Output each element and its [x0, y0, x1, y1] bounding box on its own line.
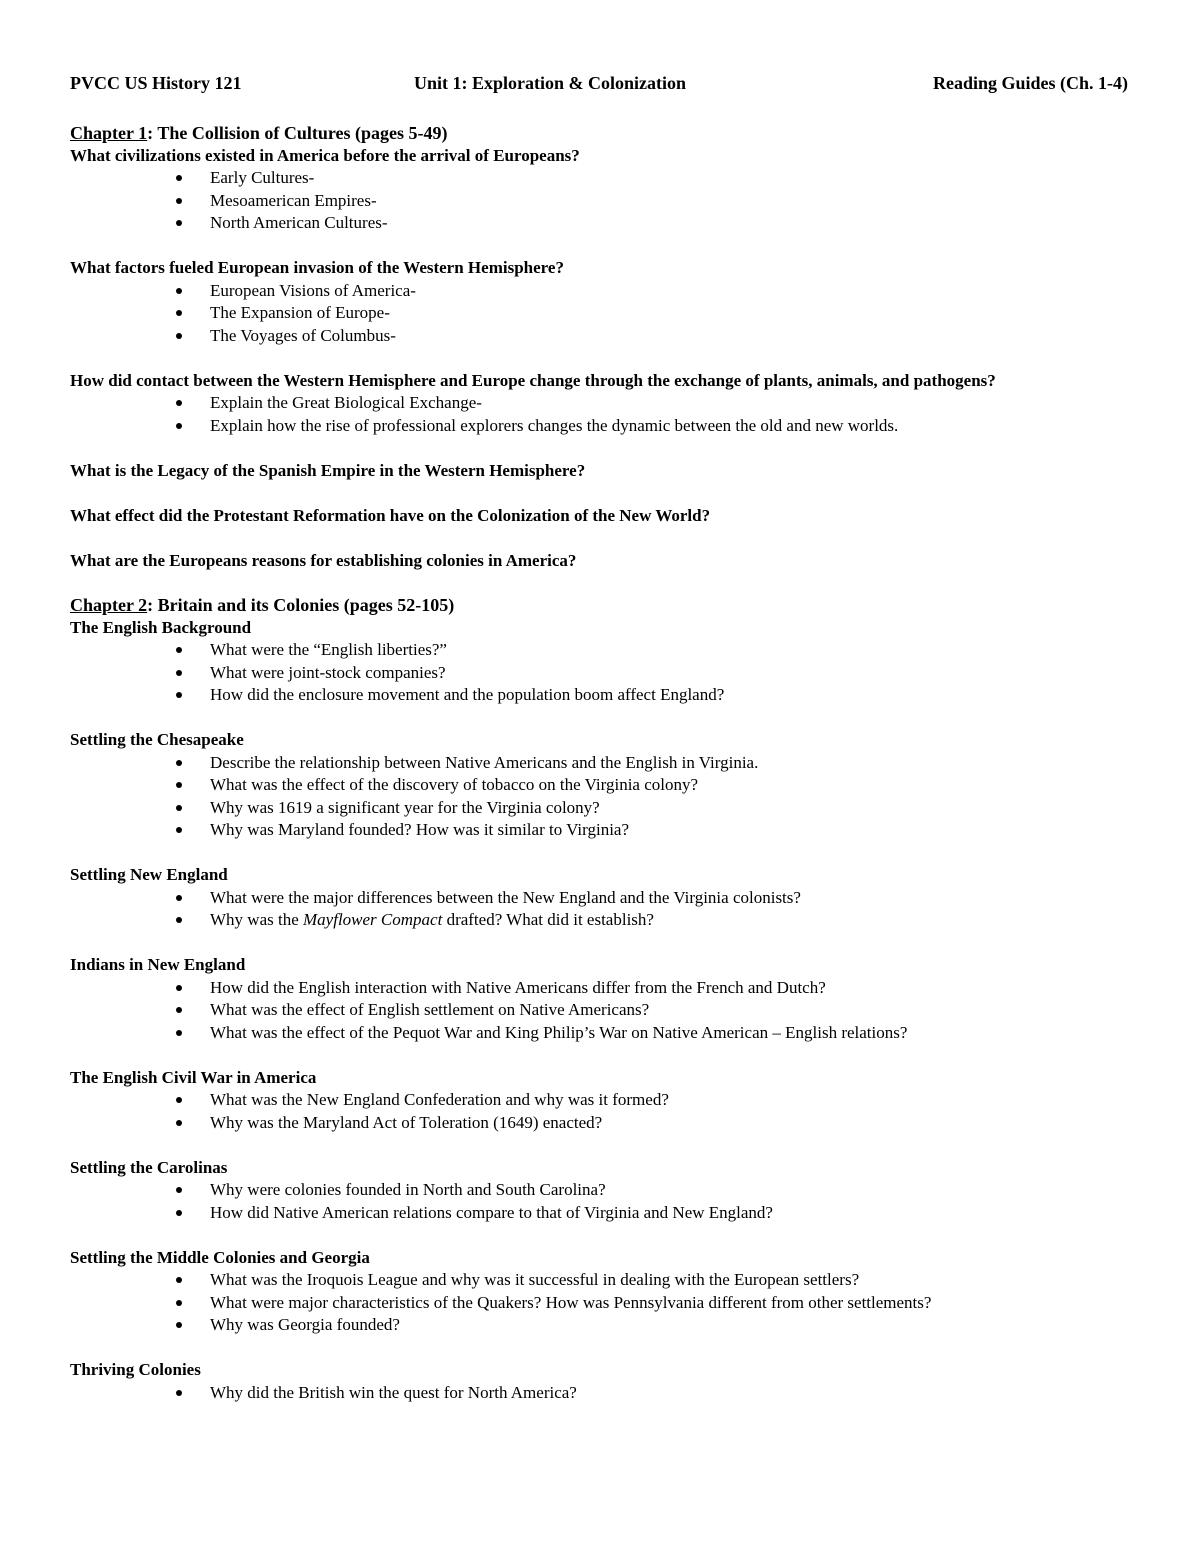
list-item: Why was Georgia founded? [70, 1314, 1132, 1337]
ch2-section-chesapeake [70, 729, 1132, 842]
ch2-bullets-5 [70, 1089, 1132, 1134]
list-item: Mesoamerican Empires- [70, 190, 1132, 213]
list-item: What were the “English liberties?” [70, 639, 1132, 662]
document-page [70, 72, 1132, 1404]
list-item: Early Cultures- [70, 167, 1132, 190]
ch2-heading-6: Settling the Carolinas [70, 1157, 228, 1177]
chapter-1 [70, 122, 1132, 572]
ch2-section-thriving-colonies [70, 1359, 1132, 1404]
list-item: Why was Maryland founded? How was it similar to Virginia? [70, 819, 1132, 842]
list-item: The Voyages of Columbus- [70, 325, 1132, 348]
chapter-1-heading [70, 122, 1132, 145]
list-item: European Visions of America- [70, 280, 1132, 303]
ch2-bullets-1 [70, 639, 1132, 707]
ch2-section-english-background [70, 617, 1132, 707]
ch2-bullets-6 [70, 1179, 1132, 1224]
list-item: What were the major differences between the New England and the Virginia colonists? [70, 887, 1132, 910]
ch2-heading-3: Settling New England [70, 865, 228, 884]
list-item: Why was 1619 a significant year for the Virginia colony? [70, 797, 1132, 820]
ch2-heading-8: Thriving Colonies [70, 1360, 201, 1379]
list-item: Why did the British win the quest for North America? [70, 1382, 1132, 1405]
ch2-heading-7: Settling the Middle Colonies and Georgia [70, 1247, 370, 1267]
list-item: The Expansion of Europe- [70, 302, 1132, 325]
chapter-2-heading [70, 594, 1132, 617]
ch2-heading-4: Indians in New England [70, 955, 246, 974]
list-item: Why were colonies founded in North and South Carolina? [70, 1179, 1132, 1202]
ch1-section-2 [70, 257, 1132, 347]
list-item: How did the enclosure movement and the population boom affect England? [70, 684, 1132, 707]
ch1-question-3: How did contact between the Western Hemisphere and Europe change through the exchange of plants, animals, and pathogens? [70, 370, 996, 390]
document-header [70, 72, 1132, 96]
ch2-bullets-2 [70, 752, 1132, 842]
ch1-section-3 [70, 370, 1132, 438]
chapter-1-title: : The Collision of Cultures (pages 5-49) [147, 123, 448, 143]
ch1-bullets-1 [70, 167, 1132, 235]
mayflower-after: drafted? What did it establish? [442, 910, 654, 929]
ch1-section-1 [70, 145, 1132, 235]
ch2-section-civil-war [70, 1067, 1132, 1135]
mayflower-compact-title: Mayflower Compact [303, 910, 443, 929]
ch2-heading-2: Settling the Chesapeake [70, 730, 244, 749]
ch1-section-5 [70, 505, 1132, 528]
list-item: What was the effect of English settlement on Native Americans? [70, 999, 1132, 1022]
chapter-2-title: : Britain and its Colonies (pages 52-105) [147, 595, 455, 615]
list-item: Why was the Maryland Act of Toleration (1649) enacted? [70, 1112, 1132, 1135]
chapter-2 [70, 594, 1132, 1404]
list-item: What was the effect of the Pequot War and King Philip’s War on Native American – English relations? [70, 1022, 1132, 1045]
list-item: Describe the relationship between Native Americans and the English in Virginia. [70, 752, 1132, 775]
ch1-question-1: What civilizations existed in America before the arrival of Europeans? [70, 145, 580, 165]
ch2-bullets-7 [70, 1269, 1132, 1337]
ch1-question-4: What is the Legacy of the Spanish Empire in the Western Hemisphere? [70, 460, 586, 480]
ch1-bullets-2 [70, 280, 1132, 348]
ch1-question-6: What are the Europeans reasons for establishing colonies in America? [70, 550, 577, 570]
list-item: What were joint-stock companies? [70, 662, 1132, 685]
list-item: What was the effect of the discovery of tobacco on the Virginia colony? [70, 774, 1132, 797]
list-item: Explain the Great Biological Exchange- [70, 392, 1132, 415]
ch2-section-indians-new-england [70, 954, 1132, 1044]
chapter-1-label: Chapter 1 [70, 123, 148, 143]
list-item: Explain how the rise of professional explorers changes the dynamic between the old and new worlds. [70, 415, 1132, 438]
ch1-section-6 [70, 550, 1132, 573]
unit-title: Unit 1: Exploration & Colonization [414, 73, 687, 93]
ch2-bullets-3 [70, 887, 1132, 932]
list-item: North American Cultures- [70, 212, 1132, 235]
ch2-section-carolinas [70, 1157, 1132, 1225]
ch1-question-2: What factors fueled European invasion of the Western Hemisphere? [70, 258, 564, 277]
ch2-bullets-4 [70, 977, 1132, 1045]
chapter-2-label: Chapter 2 [70, 595, 148, 615]
list-item: What was the New England Confederation and why was it formed? [70, 1089, 1132, 1112]
ch1-question-5: What effect did the Protestant Reformation have on the Colonization of the New World? [70, 505, 711, 525]
list-item: How did the English interaction with Native Americans differ from the French and Dutch? [70, 977, 1132, 1000]
mayflower-before: Why was the [210, 910, 304, 929]
ch2-section-middle-colonies [70, 1247, 1132, 1337]
list-item: What were major characteristics of the Quakers? How was Pennsylvania different from other settlements? [70, 1292, 1132, 1315]
list-item: How did Native American relations compare to that of Virginia and New England? [70, 1202, 1132, 1225]
course-name: PVCC US History 121 [70, 73, 242, 93]
ch1-bullets-3 [70, 392, 1132, 437]
ch1-section-4 [70, 460, 1132, 483]
list-item [70, 909, 1132, 932]
ch2-section-new-england [70, 864, 1132, 932]
list-item: What was the Iroquois League and why was it successful in dealing with the European settlers? [70, 1269, 1132, 1292]
ch2-heading-1: The English Background [70, 617, 252, 637]
ch2-heading-5: The English Civil War in America [70, 1067, 317, 1087]
guide-title: Reading Guides (Ch. 1-4) [932, 73, 1128, 93]
ch2-bullets-8 [70, 1382, 1132, 1405]
